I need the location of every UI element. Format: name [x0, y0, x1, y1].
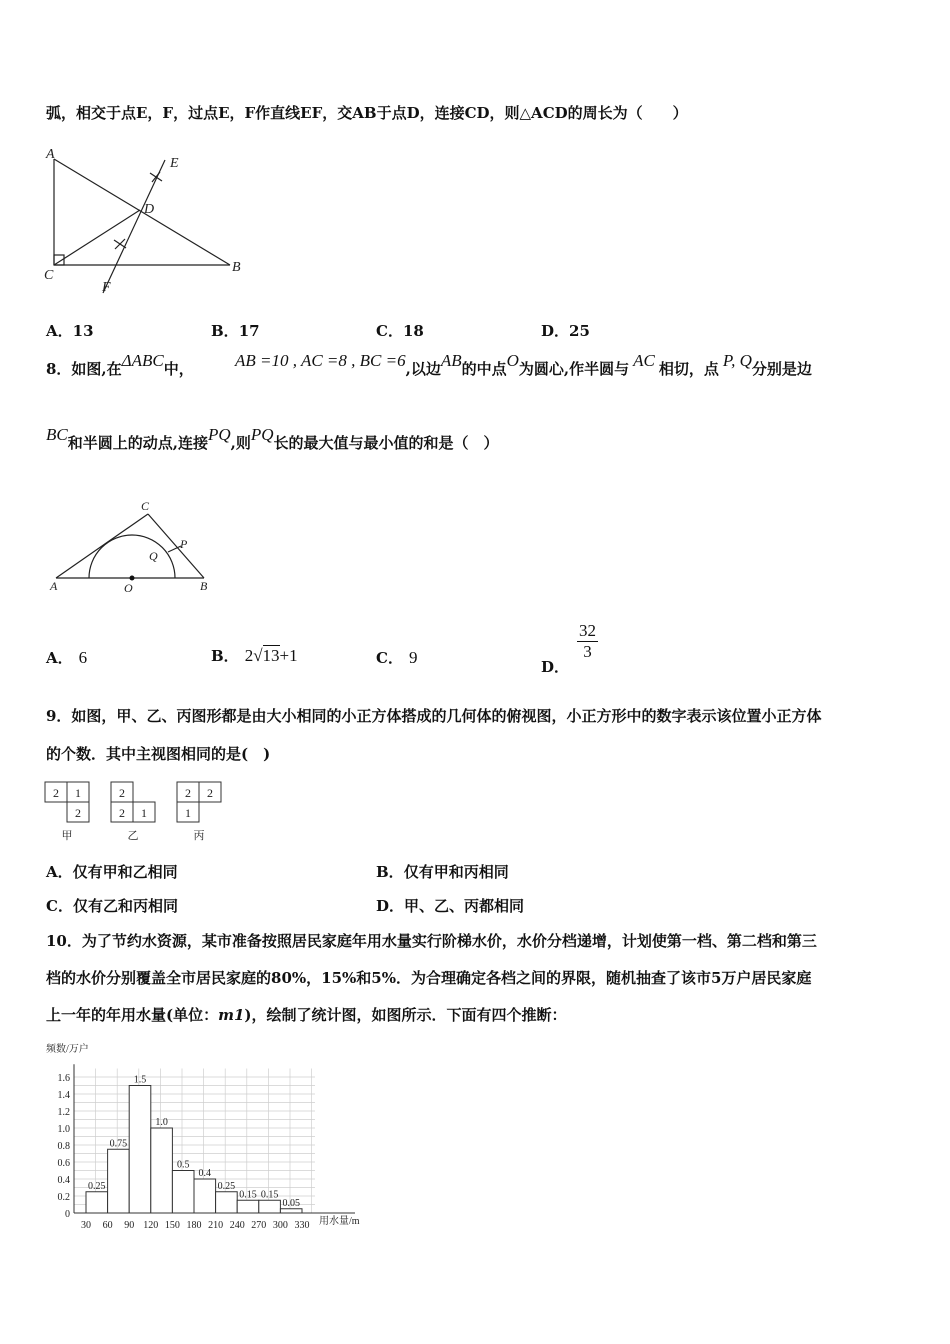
- q7-option-b[interactable]: B．17: [211, 322, 260, 340]
- q8-label-o: O: [124, 581, 133, 595]
- q7-figure: [40, 145, 260, 300]
- q8-label-c: C: [141, 499, 150, 513]
- q8-option-a[interactable]: A． 6: [46, 648, 88, 667]
- histogram-bar: [151, 1128, 173, 1213]
- q10-stem-line1: 10．为了节约水资源，某市准备按照居民家庭年用水量实行阶梯水价，水价分档递增，计划使第一档、第二档和第三: [46, 932, 817, 950]
- q7-label-e: E: [170, 156, 179, 171]
- histogram-bar: [237, 1200, 259, 1213]
- grid-jia-cell-3: 2: [75, 806, 81, 820]
- q7-option-c[interactable]: C．18: [376, 322, 424, 340]
- y-tick-label: 0.6: [57, 1158, 70, 1169]
- x-tick-label: 90: [124, 1220, 135, 1231]
- q8-figure: [44, 496, 224, 596]
- q9-stem-line1: 9．如图，甲、乙、丙图形都是由大小相同的小正方体搭成的几何体的俯视图，小正方形中的数字表示该位置小正方体: [46, 707, 822, 725]
- bar-value-label: 0.75: [109, 1138, 128, 1150]
- histogram-bar: [194, 1179, 216, 1213]
- q9-option-c[interactable]: C．仅有乙和丙相同: [46, 897, 178, 915]
- bar-value-label: 1.0: [155, 1117, 168, 1128]
- q7-stem: 弧，相交于点E，F，过点E，F作直线EF，交AB于点D，连接CD，则△ACD的周长为（ ）: [46, 104, 688, 122]
- q7-label-a: A: [46, 147, 55, 162]
- grid-bing-cell-2: 2: [207, 786, 213, 800]
- x-tick-label: 270: [251, 1220, 267, 1231]
- y-tick-label: 1.4: [57, 1090, 70, 1101]
- q10-stem-line2: 档的水价分别覆盖全市居民家庭的80%，15%和5%．为合理确定各档之间的界限，随机抽查了该市5万户居民家庭: [46, 969, 812, 987]
- histogram-bar: [108, 1149, 130, 1213]
- grid-bing-cell-1: 2: [185, 786, 191, 800]
- x-tick-label: 240: [229, 1220, 245, 1231]
- grid-yi-name: 乙: [127, 830, 139, 842]
- histogram-bar: [172, 1171, 194, 1214]
- q8-option-c[interactable]: C． 9: [376, 648, 418, 667]
- grid-bing-cell-3: 1: [185, 806, 191, 820]
- x-tick-label: 300: [272, 1220, 288, 1231]
- q7-label-f: F: [102, 280, 111, 295]
- grid-bing-name: 丙: [193, 830, 205, 842]
- q8-label-q: Q: [149, 549, 158, 563]
- q8-label-p: P: [180, 537, 188, 551]
- bar-value-label: 0.25: [88, 1180, 106, 1192]
- histogram-bar: [259, 1200, 281, 1213]
- q8-label-b: B: [200, 579, 208, 593]
- bar-value-label: 0.05: [282, 1197, 300, 1209]
- histogram-bar: [216, 1192, 238, 1213]
- x-tick-label: 210: [208, 1220, 224, 1231]
- q8-label-a: A: [50, 579, 58, 593]
- grid-jia-name: 甲: [61, 830, 73, 842]
- bar-value-label: 0.25: [217, 1180, 236, 1192]
- q9-option-d[interactable]: D．甲、乙、丙都相同: [376, 897, 525, 915]
- q7-option-d[interactable]: D．25: [541, 322, 590, 340]
- y-tick-label: 1.0: [57, 1124, 70, 1135]
- y-tick-label: 0: [65, 1209, 70, 1220]
- q8-option-b[interactable]: B． 2√13+1: [211, 646, 298, 665]
- grid-yi-cell-2: 2: [119, 806, 125, 820]
- q8-option-d[interactable]: D． $\frac{32}{3}$: [541, 621, 597, 676]
- x-tick-label: 330: [294, 1220, 310, 1231]
- grid-jia-cell-2: 1: [75, 786, 81, 800]
- histogram-bar: [280, 1209, 302, 1213]
- water-usage-histogram: [40, 1038, 380, 1234]
- bar-value-label: 0.4: [198, 1168, 212, 1179]
- q9-option-a[interactable]: A．仅有甲和乙相同: [46, 863, 178, 881]
- q9-option-b[interactable]: B．仅有甲和丙相同: [376, 863, 509, 881]
- y-tick-label: 1.6: [57, 1073, 70, 1084]
- x-tick-label: 60: [102, 1220, 113, 1231]
- y-tick-label: 0.8: [57, 1141, 70, 1152]
- q10-stem-line3: 上一年的年用水量(单位：m1)，绘制了统计图，如图所示．下面有四个推断：: [46, 1006, 567, 1024]
- x-tick-label: 120: [143, 1220, 159, 1231]
- x-tick-label: 30: [81, 1220, 91, 1231]
- q9-grids: [44, 780, 244, 846]
- q9-stem-line2: 的个数．其中主视图相同的是( ): [46, 745, 271, 763]
- bar-value-label: 0.15: [260, 1189, 279, 1201]
- y-tick-label: 0.4: [57, 1175, 70, 1186]
- q7-label-d: D: [144, 202, 155, 217]
- q7-option-a[interactable]: A．13: [46, 322, 94, 340]
- grid-yi-cell-1: 2: [119, 786, 125, 800]
- bar-value-label: 0.5: [176, 1159, 190, 1171]
- q8-stem-line1: 8．如图,在ΔABC中， AB =10 , AC =8 , BC =6,以边AB的中点O为圆心,作半圆与 AC 相切，点 P, Q分别是边: [46, 351, 812, 378]
- q8-stem-line2: BC和半圆上的动点,连接PQ,则PQ长的最大值与最小值的和是（ ）: [46, 425, 499, 452]
- grid-jia-cell-1: 2: [53, 786, 59, 800]
- q7-label-b: B: [232, 260, 241, 275]
- histogram-bar: [86, 1192, 108, 1213]
- y-axis-title: 频数/万户: [46, 1044, 89, 1055]
- x-tick-label: 150: [164, 1220, 180, 1231]
- grid-yi-cell-3: 1: [141, 806, 147, 820]
- y-tick-label: 1.2: [57, 1107, 70, 1118]
- y-tick-label: 0.2: [57, 1192, 70, 1203]
- x-axis-title: 用水量/m: [319, 1216, 360, 1227]
- histogram-bar: [129, 1086, 151, 1214]
- q7-label-c: C: [44, 268, 54, 283]
- x-tick-label: 180: [186, 1220, 202, 1231]
- bar-value-label: 0.15: [239, 1189, 257, 1201]
- bar-value-label: 1.5: [133, 1074, 147, 1086]
